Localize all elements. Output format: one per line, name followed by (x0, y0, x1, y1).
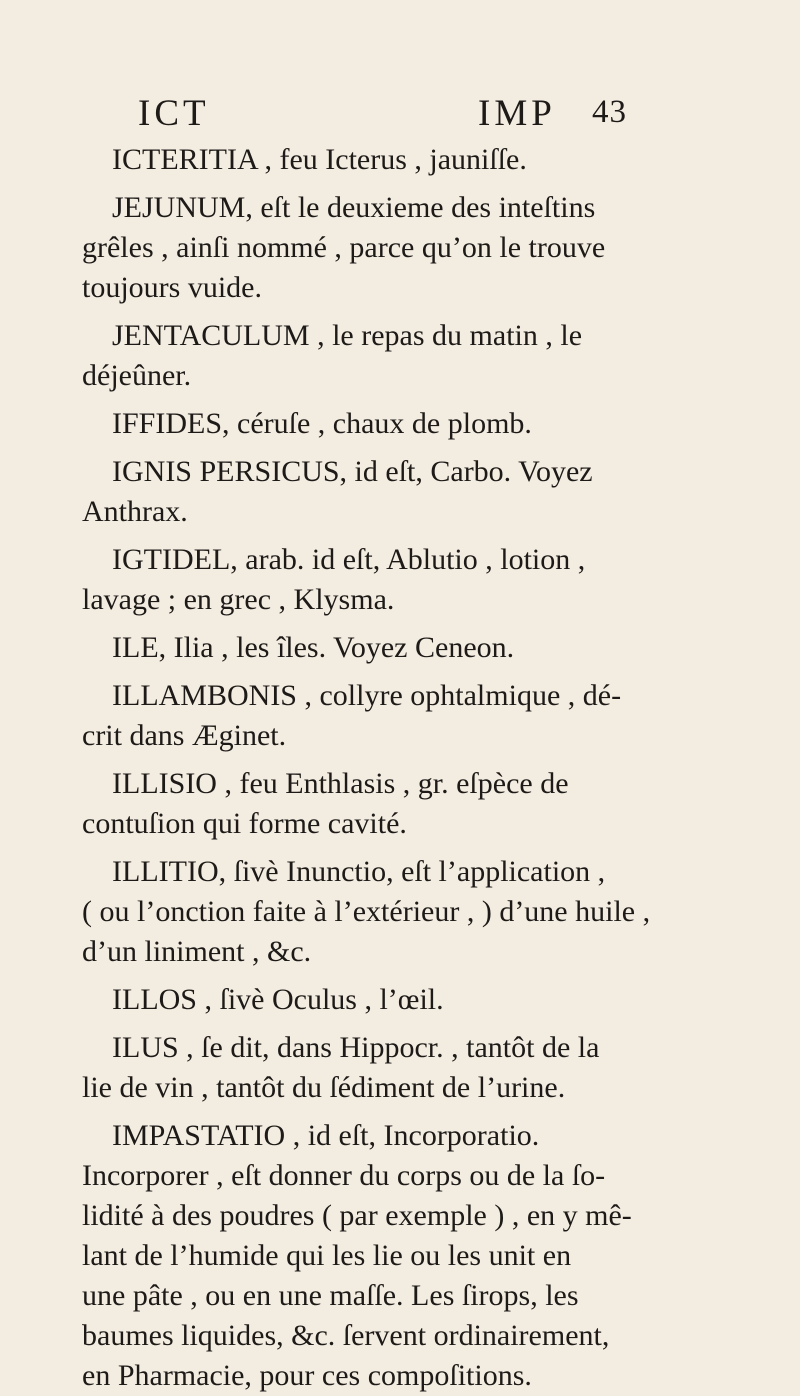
text-line: ILLAMBONIS , collyre ophtalmique , dé- (112, 679, 622, 712)
text-line: Incorporer , eſt donner du corps ou de la ſo- (82, 1159, 606, 1192)
text-line: en Pharmacie, pour ces compoſitions. (82, 1359, 532, 1392)
header-center: IMP (478, 93, 556, 134)
text-line: ILE, Ilia , les îles. Voyez Ceneon. (112, 631, 515, 664)
text-line: lavage ; en grec , Klysma. (82, 583, 395, 616)
text-line: lant de l’humide qui les lie ou les unit en (82, 1239, 572, 1272)
text-line: déjeûner. (82, 359, 192, 392)
text-line: ILUS , ſe dit, dans Hippocr. , tantôt de la (112, 1031, 600, 1064)
text-line: d’un liniment , &c. (82, 935, 312, 968)
text-line: IFFIDES, céruſe , chaux de plomb. (112, 407, 532, 440)
text-line: ILLITIO, ſivè Inunctio, eſt l’application , (112, 855, 606, 888)
page-number: 43 (592, 94, 627, 130)
text-line: une pâte , ou en une maſſe. Les ſirops, les (82, 1279, 579, 1312)
text-line: ICTERITIA , feu Icterus , jauniſſe. (112, 143, 527, 176)
text-line: IGTIDEL, arab. id eſt, Ablutio , lotion , (112, 543, 586, 576)
text-line: lidité à des poudres ( par exemple ) , en y mê- (82, 1199, 632, 1232)
text-line: JENTACULUM , le repas du matin , le (112, 319, 583, 352)
text-line: Anthrax. (82, 495, 188, 528)
text-line: crit dans Æginet. (82, 719, 287, 752)
header-left: ICT (138, 93, 210, 134)
text-line: grêles , ainſi nommé , parce qu’on le trouve (82, 231, 606, 264)
text-line: IGNIS PERSICUS, id eſt, Carbo. Voyez (112, 455, 593, 488)
text-line: IMPASTATIO , id eſt, Incorporatio. (112, 1119, 540, 1152)
text-line: contuſion qui forme cavité. (82, 807, 407, 840)
text-line: ( ou l’onction faite à l’extérieur , ) d’une huile , (82, 895, 651, 928)
text-line: baumes liquides, &c. ſervent ordinairement, (82, 1319, 610, 1352)
text-line: ILLISIO , feu Enthlasis , gr. eſpèce de (112, 767, 569, 800)
dictionary-text (82, 140, 782, 1396)
text-line: lie de vin , tantôt du ſédiment de l’urine. (82, 1071, 566, 1104)
text-line: ILLOS , ſivè Oculus , l’œil. (112, 983, 444, 1016)
text-line: toujours vuide. (82, 271, 262, 304)
text-line: JEJUNUM, eſt le deuxieme des inteſtins (112, 191, 596, 224)
running-header (0, 92, 800, 142)
